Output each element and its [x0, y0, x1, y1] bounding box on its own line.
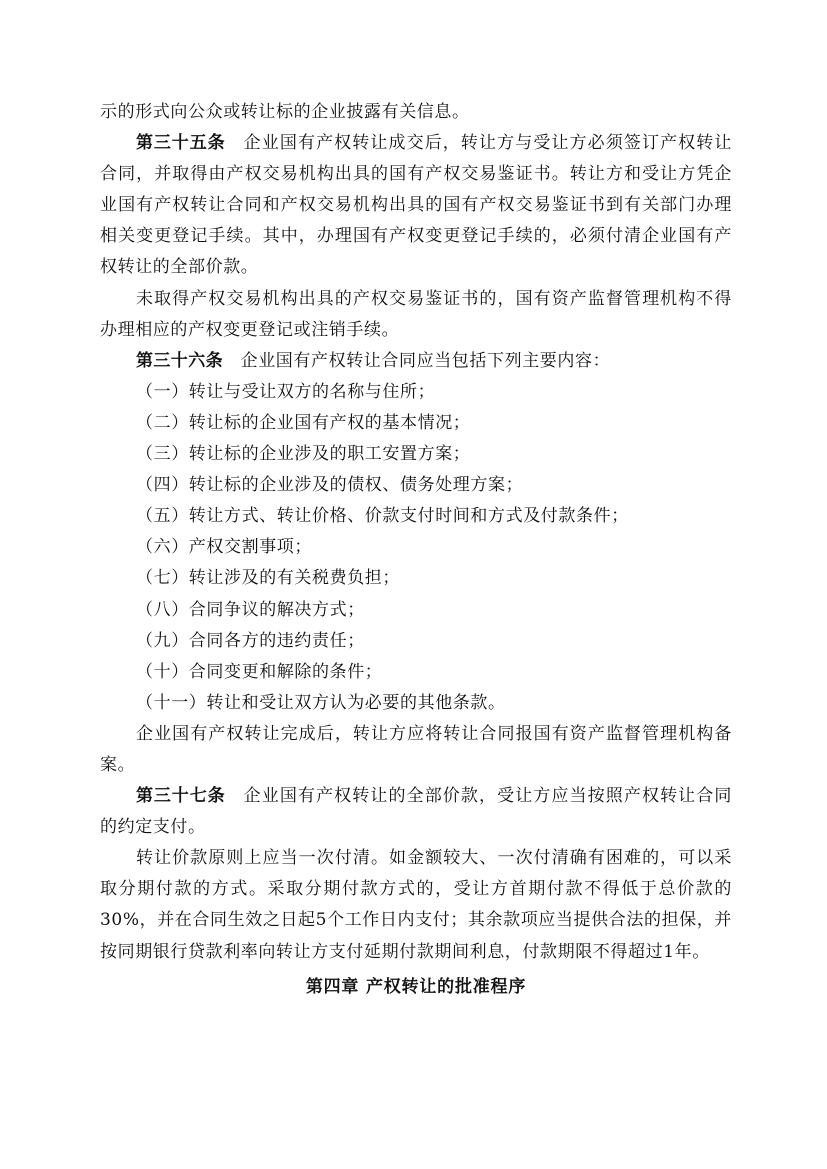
- list-item: （九）合同各方的违约责任；: [136, 630, 365, 651]
- article-35-body: 企业国有产权转让成交后，转让方与受让方必须签订产权转让合同，并取得由产权交易机构出具的国有产权交易鉴证书。转让方和受让方凭企业国有产权转让合同和产权交易机构出具的国有产权交易鉴证书到有关部门办理相关变更登记手续。其中，办理国有产权变更登记手续的，必须付清企业国有产权转让的全部价款。: [100, 133, 732, 278]
- continuation-paragraph: 示的形式向公众或转让标的企业披露有关信息。: [100, 102, 470, 122]
- article-37-paragraph: [100, 781, 732, 843]
- article-35-paragraph-2: 未取得产权交易机构出具的产权交易鉴证书的，国有资产监督管理机构不得办理相应的产权变更登记或注销手续。: [100, 288, 732, 340]
- list-item: （三）转让标的企业涉及的职工安置方案；: [136, 444, 471, 465]
- article-36-title: 第三十六条: [136, 350, 223, 371]
- list-item: （十）合同变更和解除的条件；: [136, 661, 383, 682]
- article-35-title: 第三十五条: [136, 133, 226, 154]
- article-36-paragraph-2: 企业国有产权转让完成后，转让方应将转让合同报国有资产监督管理机构备案。: [100, 723, 732, 775]
- list-item: （八）合同争议的解决方式；: [136, 599, 365, 620]
- list-item: （二）转让标的企业国有产权的基本情况；: [136, 412, 471, 433]
- list-item: （四）转让标的企业涉及的债权、债务处理方案；: [136, 475, 524, 496]
- article-36-paragraph: [100, 346, 732, 377]
- list-item: （五）转让方式、转让价格、价款支付时间和方式及付款条件；: [136, 506, 629, 527]
- document-body: [100, 97, 732, 1003]
- article-36-body: 企业国有产权转让合同应当包括下列主要内容：: [240, 350, 611, 371]
- article-37-title: 第三十七条: [136, 786, 226, 807]
- article-35-paragraph: [100, 128, 732, 283]
- list-item: （十一）转让和受让双方认为必要的其他条款。: [136, 692, 506, 713]
- chapter-heading: 第四章 产权转让的批准程序: [305, 976, 527, 997]
- article-37-paragraph-2: 转让价款原则上应当一次付清。如金额较大、一次付清确有困难的，可以采取分期付款的方式。采取分期付款方式的，受让方首期付款不得低于总价款的30%，并在合同生效之日起5个工作日内支付；其余款项应当提供合法的担保，并按同期银行贷款利率向转让方支付延期付款期间利息，付款期限不得超过1年。: [100, 848, 732, 962]
- list-item: （七）转让涉及的有关税费负担；: [136, 568, 400, 589]
- list-item: （一）转让与受让双方的名称与住所；: [136, 381, 436, 402]
- list-item: （六）产权交割事项；: [136, 537, 312, 558]
- article-37-body: 企业国有产权转让的全部价款，受让方应当按照产权转让合同的约定支付。: [100, 786, 732, 838]
